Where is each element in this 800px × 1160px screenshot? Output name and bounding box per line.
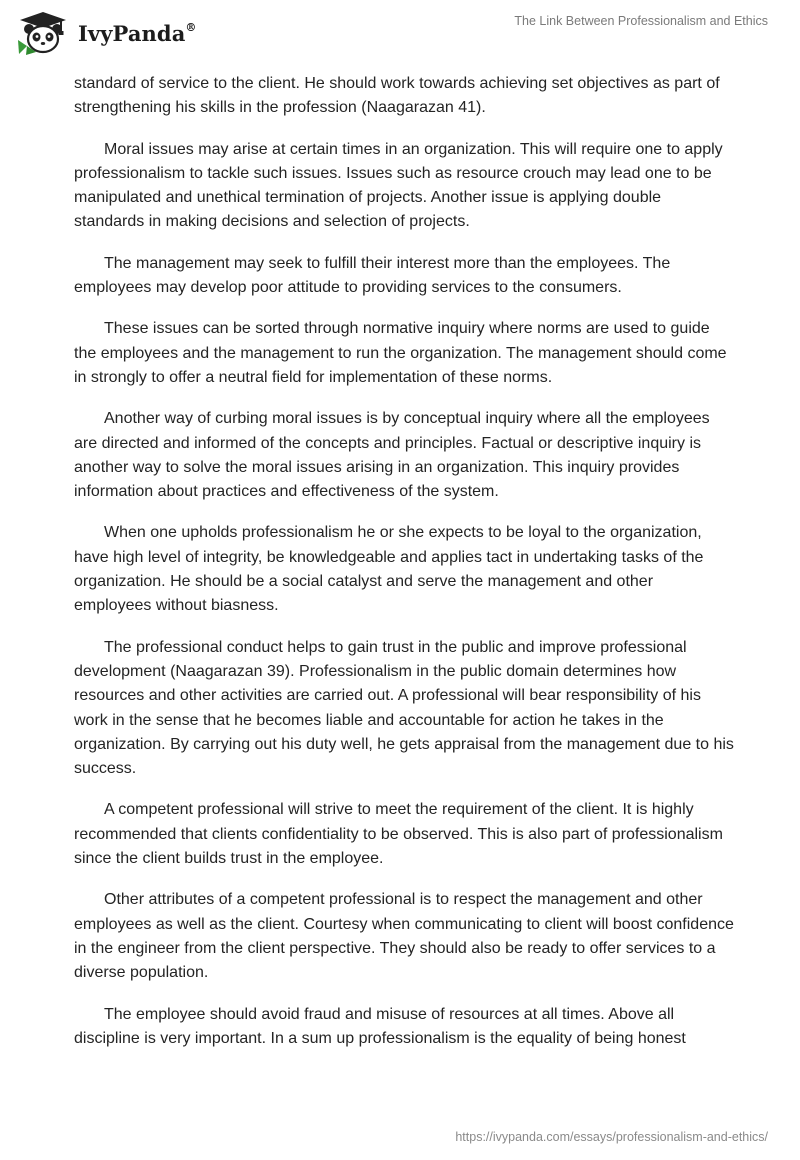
source-url-link[interactable]: https://ivypanda.com/essays/professionalism-and-ethics/ — [455, 1130, 768, 1144]
panda-graduate-logo-icon — [14, 10, 72, 56]
essay-paragraph: These issues can be sorted through normative inquiry where norms are used to guide the employees and the management to run the organization. The management should come in strongly to offer a neutral field for implementation of these norms. — [74, 320, 727, 386]
essay-paragraph: A competent professional will strive to meet the requirement of the client. It is highly recommended that clients confidentiality to be observed. This is also part of professionalism since the client builds trust in the employee. — [74, 801, 723, 868]
page-header — [0, 0, 800, 66]
essay-paragraph: The professional conduct helps to gain trust in the public and improve professional development (Naagarazan 39). Professionalism in the public domain determines how resources and other activities are carried out. A professional will bear responsibility of his work in the sense that he becomes liable and accountable for action he takes in the organization. By carrying out his duty well, he gets appraisal from the management due to his success. — [74, 638, 734, 778]
essay-paragraph: standard of service to the client. He should work towards achieving set objectives as part of strengthening his skills in the profession (Naagarazan 41). — [74, 75, 720, 117]
essay-paragraph: The management may seek to fulfill their interest more than the employees. The employees may develop poor attitude to providing services to the consumers. — [74, 254, 671, 297]
essay-paragraph: Other attributes of a competent professional is to respect the management and other employees as well as the client. Courtesy when communicating to client will boost confidence in the engineer from the client perspective. They should also be ready to offer services to a diverse population. — [74, 891, 734, 982]
registered-mark: ® — [185, 20, 197, 34]
document-title: The Link Between Professionalism and Ethics — [514, 14, 768, 28]
essay-paragraph: The employee should avoid fraud and misuse of resources at all times. Above all discipline is very important. In a sum up professionalism is the equality of being honest — [74, 1005, 686, 1047]
brand-name: IvyPanda® — [78, 20, 197, 46]
essay-paragraph: Another way of curbing moral issues is by conceptual inquiry where all the employees are directed and informed of the concepts and principles. Factual or descriptive inquiry is another way to solve the moral issues arising in an organization. This inquiry provides information about practices and effectiveness of the system. — [74, 410, 710, 501]
brand-logo[interactable] — [14, 10, 197, 56]
essay-paragraph: Moral issues may arise at certain times in an organization. This will require one to apply professionalism to tackle such issues. Issues such as resource crouch may lead one to be manipulated and unethical termination of projects. Another issue is applying double standards in making decisions and selection of projects. — [74, 140, 723, 231]
essay-body — [74, 72, 734, 1068]
essay-paragraph: When one upholds professionalism he or she expects to be loyal to the organization, have high level of integrity, be knowledgeable and applies tact in undertaking tasks of the organization. He should be a social catalyst and serve the management and other employees without biasness. — [74, 524, 704, 615]
